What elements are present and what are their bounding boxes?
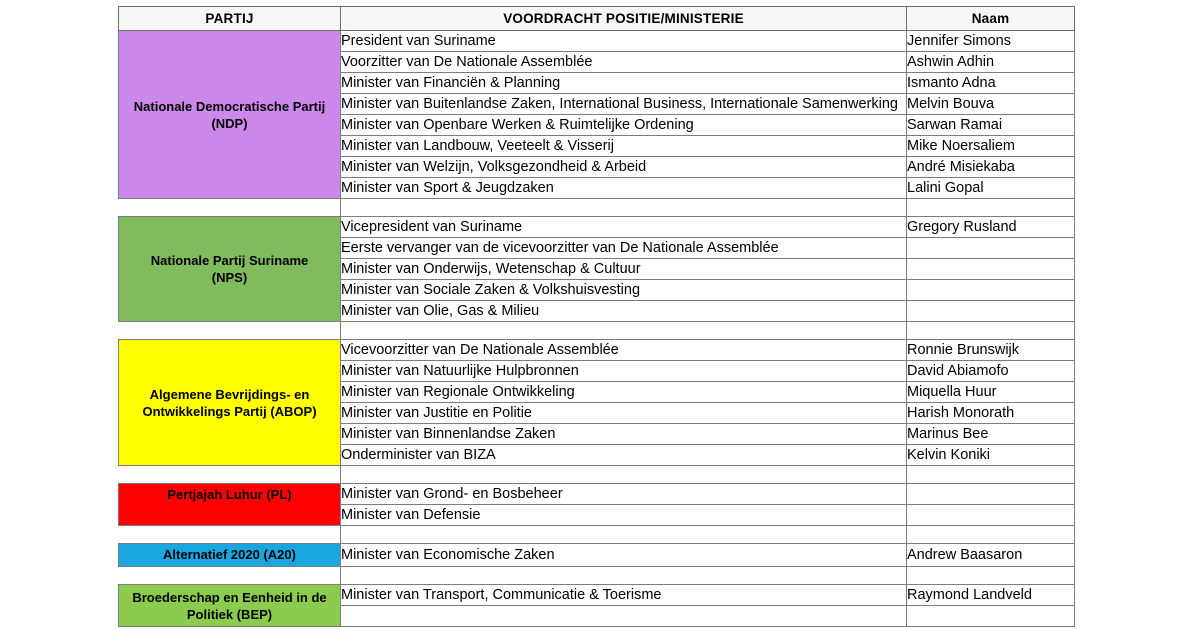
spacer-cell-partij bbox=[119, 199, 341, 217]
table-row bbox=[119, 585, 1075, 606]
table-header bbox=[119, 7, 1075, 31]
party-name-line-2: Ontwikkelings Partij (ABOP) bbox=[142, 403, 317, 419]
table-header-row bbox=[119, 7, 1075, 31]
spacer-cell-positie bbox=[341, 567, 907, 585]
name-cell: Harish Monorath bbox=[907, 403, 1075, 424]
position-cell: Minister van Defensie bbox=[341, 505, 907, 526]
spacer-cell-positie bbox=[341, 526, 907, 544]
party-cell-a20 bbox=[119, 544, 341, 567]
name-cell bbox=[907, 505, 1075, 526]
spacer-row bbox=[119, 526, 1075, 544]
position-cell: Minister van Grond- en Bosbeheer bbox=[341, 484, 907, 505]
name-cell: Ashwin Adhin bbox=[907, 52, 1075, 73]
position-cell bbox=[341, 606, 907, 627]
name-cell bbox=[907, 484, 1075, 505]
table-row bbox=[119, 340, 1075, 361]
name-cell: Jennifer Simons bbox=[907, 31, 1075, 52]
name-cell: Andrew Baasaron bbox=[907, 544, 1075, 567]
name-cell bbox=[907, 301, 1075, 322]
party-name-line-1: Alternatief 2020 (A20) bbox=[163, 547, 296, 562]
table-body bbox=[119, 31, 1075, 627]
name-cell: Gregory Rusland bbox=[907, 217, 1075, 238]
position-cell: Minister van Transport, Communicatie & Toerisme bbox=[341, 585, 907, 606]
table-row bbox=[119, 31, 1075, 52]
column-header-positie: VOORDRACHT POSITIE/MINISTERIE bbox=[341, 7, 907, 31]
name-cell: Ismanto Adna bbox=[907, 73, 1075, 94]
position-cell: Minister van Onderwijs, Wetenschap & Cultuur bbox=[341, 259, 907, 280]
column-header-naam: Naam bbox=[907, 7, 1075, 31]
party-name-line-2: (NDP) bbox=[211, 115, 248, 131]
position-cell: Minister van Olie, Gas & Milieu bbox=[341, 301, 907, 322]
name-cell bbox=[907, 259, 1075, 280]
name-cell: Ronnie Brunswijk bbox=[907, 340, 1075, 361]
party-name-line-2: Politiek (BEP) bbox=[186, 606, 273, 622]
spacer-cell-partij bbox=[119, 567, 341, 585]
position-cell: Vicepresident van Suriname bbox=[341, 217, 907, 238]
party-name-line-1: Pertjajah Luhur (PL) bbox=[167, 487, 292, 502]
spacer-cell-naam bbox=[907, 567, 1075, 585]
position-cell: Onderminister van BIZA bbox=[341, 445, 907, 466]
position-cell: Minister van Binnenlandse Zaken bbox=[341, 424, 907, 445]
spacer-row bbox=[119, 199, 1075, 217]
name-cell: André Misiekaba bbox=[907, 157, 1075, 178]
position-cell: Minister van Welzijn, Volksgezondheid & Arbeid bbox=[341, 157, 907, 178]
name-cell bbox=[907, 606, 1075, 627]
table-row bbox=[119, 484, 1075, 505]
name-cell: Marinus Bee bbox=[907, 424, 1075, 445]
party-name-line-1: Algemene Bevrijdings- en bbox=[149, 386, 310, 402]
spacer-cell-naam bbox=[907, 466, 1075, 484]
name-cell: Kelvin Koniki bbox=[907, 445, 1075, 466]
position-cell: Minister van Landbouw, Veeteelt & Visserij bbox=[341, 136, 907, 157]
name-cell: Lalini Gopal bbox=[907, 178, 1075, 199]
position-cell: Minister van Regionale Ontwikkeling bbox=[341, 382, 907, 403]
name-cell: Raymond Landveld bbox=[907, 585, 1075, 606]
spacer-cell-positie bbox=[341, 199, 907, 217]
spacer-row bbox=[119, 567, 1075, 585]
party-cell-nps bbox=[119, 217, 341, 322]
position-cell: Voorzitter van De Nationale Assemblée bbox=[341, 52, 907, 73]
spacer-row bbox=[119, 466, 1075, 484]
party-cell-pl bbox=[119, 484, 341, 526]
position-cell: Minister van Sport & Jeugdzaken bbox=[341, 178, 907, 199]
spacer-cell-positie bbox=[341, 322, 907, 340]
position-cell: Minister van Buitenlandse Zaken, International Business, Internationale Samenwerking bbox=[341, 94, 907, 115]
name-cell bbox=[907, 280, 1075, 301]
name-cell: Miquella Huur bbox=[907, 382, 1075, 403]
spacer-row bbox=[119, 322, 1075, 340]
name-cell: Mike Noersaliem bbox=[907, 136, 1075, 157]
position-cell: Minister van Natuurlijke Hulpbronnen bbox=[341, 361, 907, 382]
spacer-cell-positie bbox=[341, 466, 907, 484]
spacer-cell-partij bbox=[119, 322, 341, 340]
name-cell: Sarwan Ramai bbox=[907, 115, 1075, 136]
name-cell: Melvin Bouva bbox=[907, 94, 1075, 115]
spacer-cell-naam bbox=[907, 322, 1075, 340]
party-name-line-2: (NPS) bbox=[211, 270, 248, 285]
spacer-cell-partij bbox=[119, 466, 341, 484]
table-row bbox=[119, 217, 1075, 238]
position-cell: Minister van Justitie en Politie bbox=[341, 403, 907, 424]
party-name-line-1: Nationale Democratische Partij bbox=[133, 98, 326, 114]
position-cell: Minister van Openbare Werken & Ruimtelijke Ordening bbox=[341, 115, 907, 136]
position-cell: Minister van Sociale Zaken & Volkshuisvesting bbox=[341, 280, 907, 301]
party-name-line-1: Nationale Partij Suriname bbox=[150, 253, 309, 268]
name-cell bbox=[907, 238, 1075, 259]
spacer-cell-naam bbox=[907, 526, 1075, 544]
party-cell-abop bbox=[119, 340, 341, 466]
party-cell-ndp bbox=[119, 31, 341, 199]
column-header-partij: PARTIJ bbox=[119, 7, 341, 31]
party-name-line-1: Broederschap en Eenheid in de bbox=[132, 589, 327, 605]
name-cell: David Abiamofo bbox=[907, 361, 1075, 382]
party-cell-bep bbox=[119, 585, 341, 627]
spacer-cell-naam bbox=[907, 199, 1075, 217]
position-cell: Minister van Economische Zaken bbox=[341, 544, 907, 567]
position-cell: Eerste vervanger van de vicevoorzitter van De Nationale Assemblée bbox=[341, 238, 907, 259]
position-cell: Vicevoorzitter van De Nationale Assemblée bbox=[341, 340, 907, 361]
position-cell: President van Suriname bbox=[341, 31, 907, 52]
table-row bbox=[119, 544, 1075, 567]
government-positions-table bbox=[118, 6, 1075, 627]
spacer-cell-partij bbox=[119, 526, 341, 544]
position-cell: Minister van Financiën & Planning bbox=[341, 73, 907, 94]
